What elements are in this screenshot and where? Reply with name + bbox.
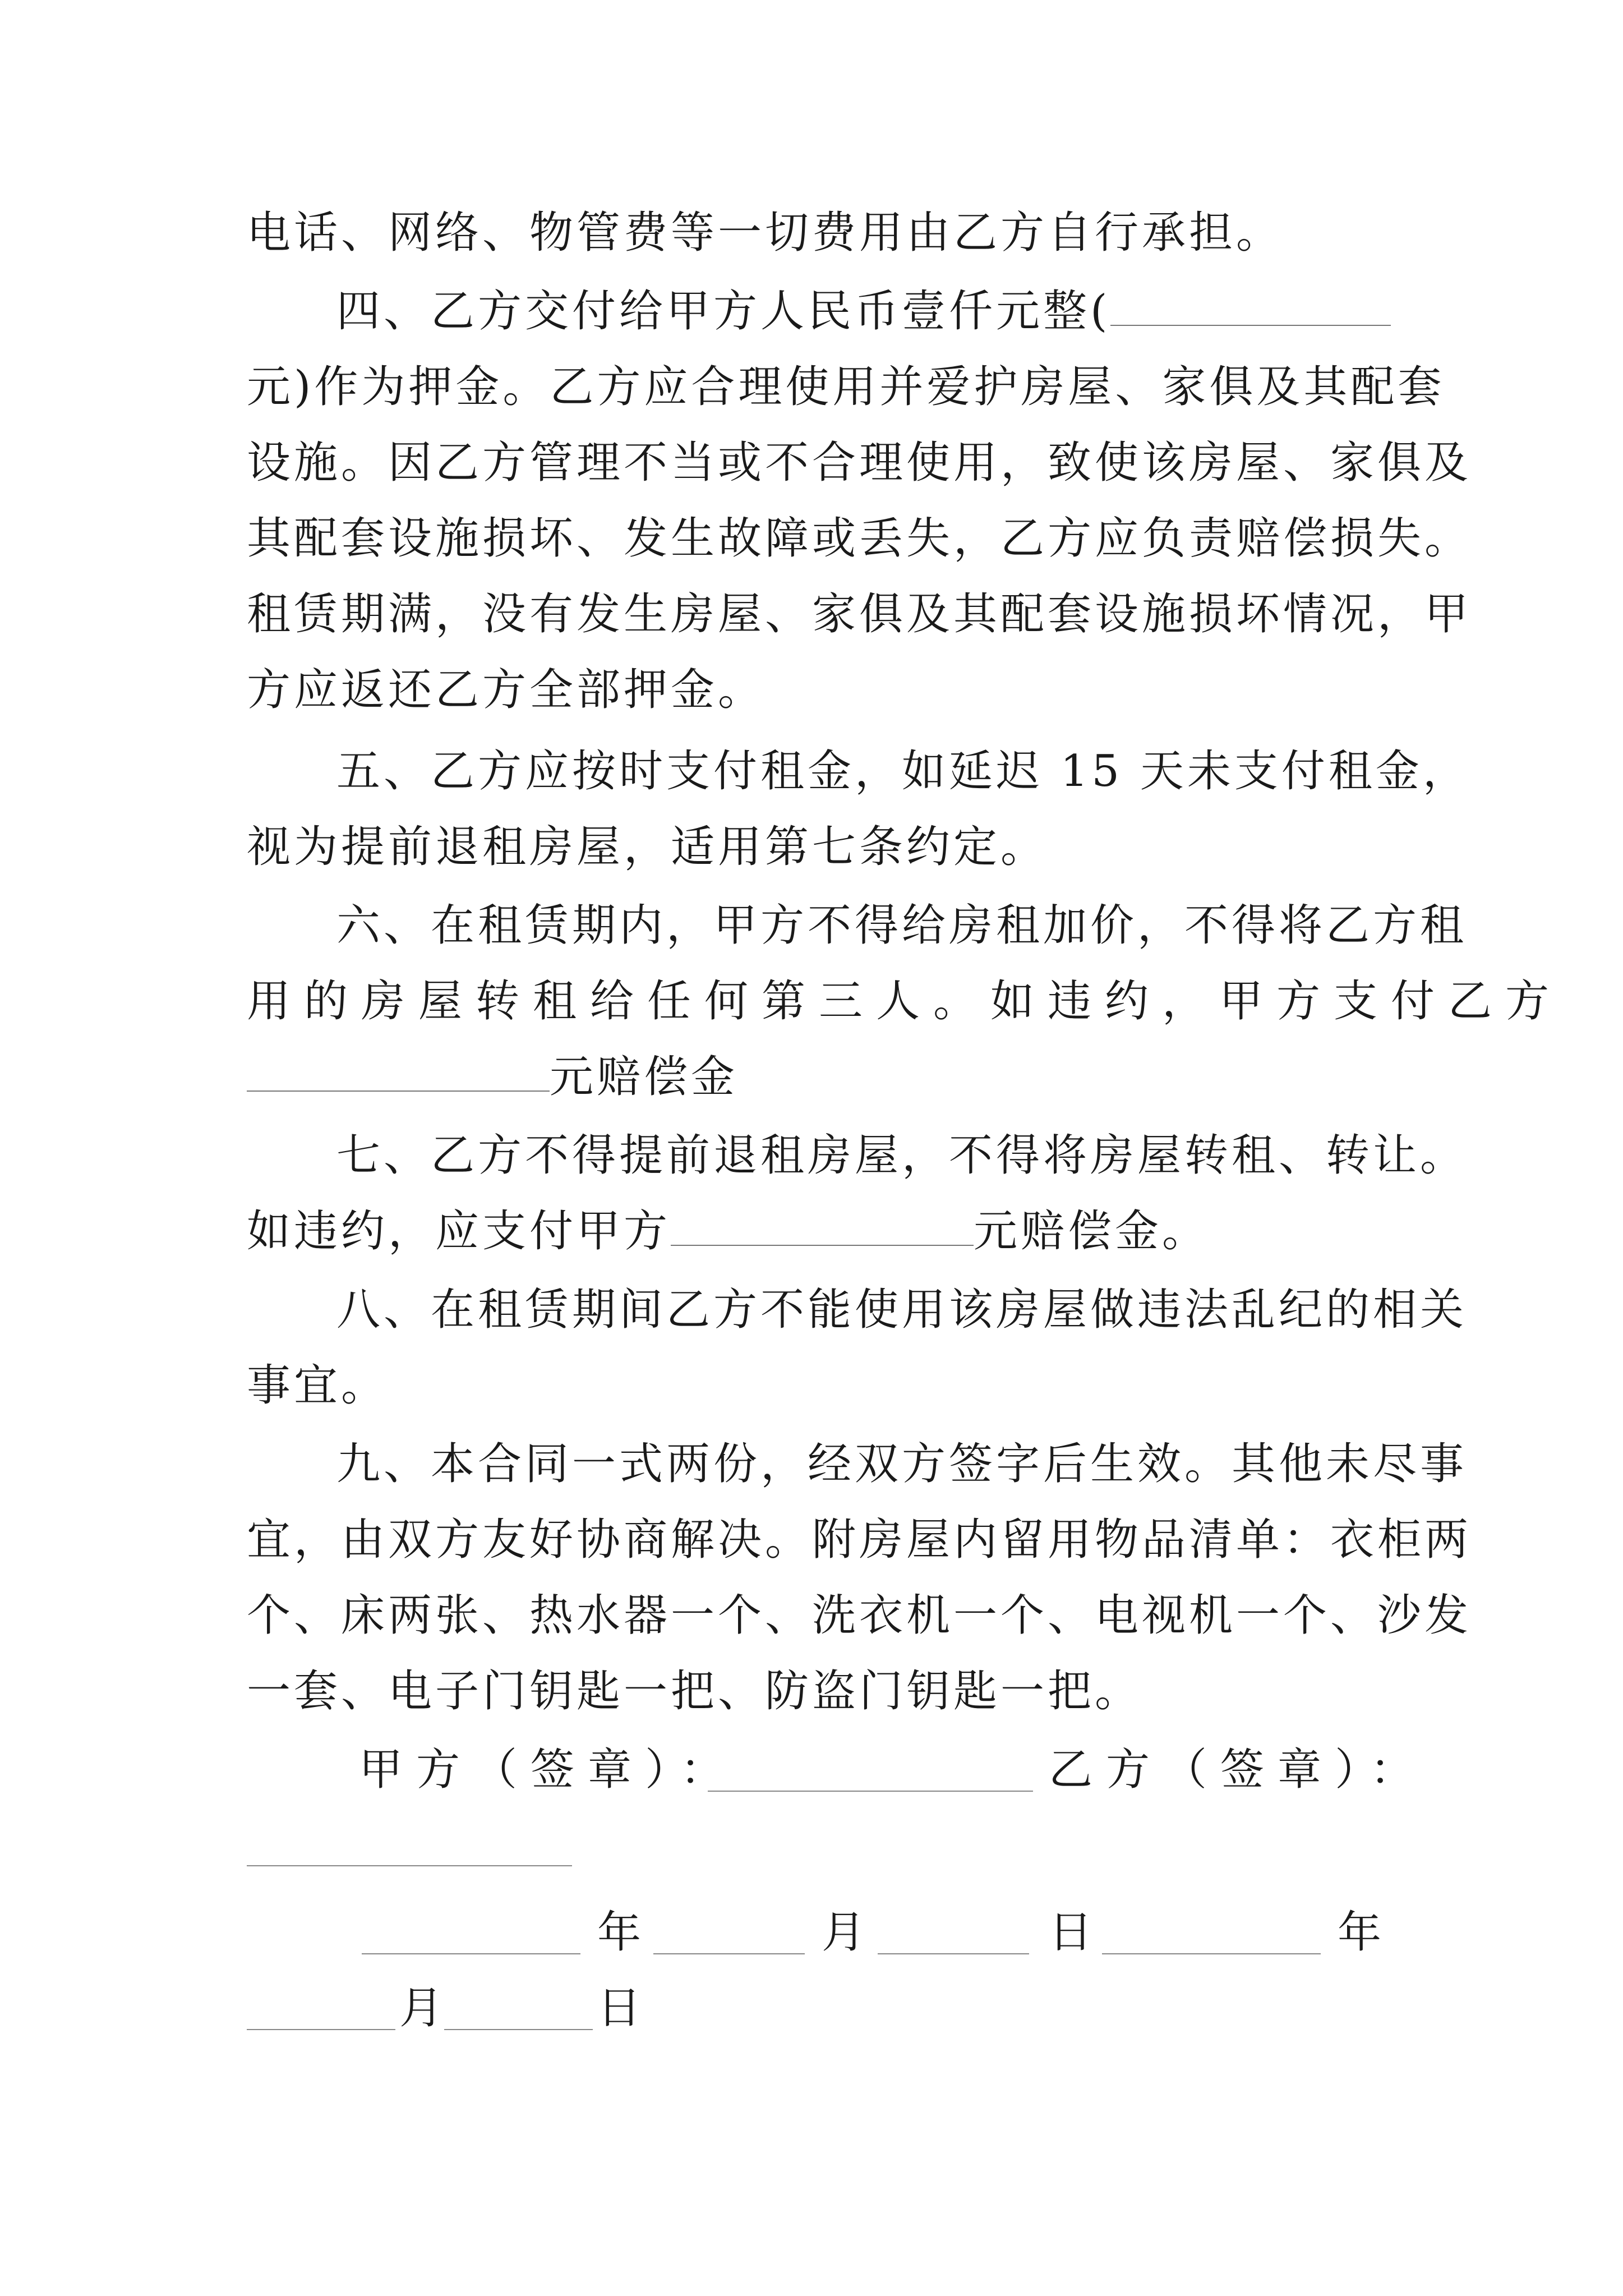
compensation-blank: [247, 1051, 550, 1092]
clause-4-text: 四、乙方交付给甲方人民币壹仟元整(: [336, 286, 1111, 337]
day-label: 日: [597, 1983, 645, 2033]
month-label: 月: [399, 1983, 447, 2033]
text-line: 方应返还乙方全部押金。: [247, 665, 766, 715]
year-label: 年: [1338, 1907, 1385, 1958]
text-line: 一套、电子门钥匙一把、防盗门钥匙一把。: [247, 1666, 1142, 1717]
party-a-year-blank: [362, 1953, 580, 1954]
clause-7-text: 七、乙方不得提前退租房屋，不得将房屋转租、转让。: [336, 1130, 1468, 1181]
party-b-day-blank: [444, 2029, 593, 2030]
clause-9-text: 九、本合同一式两份，经双方签字后生效。其他未尽事: [336, 1439, 1468, 1489]
clause-5-text: 五、乙方应按时支付租金，如延迟 15 天未支付租金，: [336, 746, 1470, 797]
party-a-month-blank: [653, 1953, 805, 1954]
text-line: 宜，由双方友好协商解决。附房屋内留用物品清单：衣柜两: [247, 1515, 1472, 1565]
text-line: 视为提前退租房屋，适用第七条约定。: [247, 822, 1048, 872]
party-a-signature-label: 甲方（签章）：: [359, 1745, 738, 1795]
text-line: 电话、网络、物管费等一切费用由乙方自行承担。: [247, 208, 1284, 258]
text-line: 设施。因乙方管理不当或不合理使用，致使该房屋、家俱及: [247, 438, 1472, 488]
penalty-text-end: 元赔偿金。: [974, 1206, 1210, 1257]
penalty-line: [247, 1203, 1209, 1259]
party-b-signature-blank: [247, 1865, 572, 1866]
compensation-line: [247, 1049, 738, 1105]
penalty-blank: [671, 1205, 974, 1246]
party-a-signature-blank: [708, 1791, 1033, 1792]
party-a-day-blank: [878, 1953, 1029, 1954]
text-line: 事宜。: [247, 1360, 389, 1411]
year-label: 年: [597, 1907, 645, 1958]
party-b-signature-label: 乙方（签章）：: [1049, 1745, 1428, 1795]
text-line: 用的房屋转租给任何第三人。如违约，甲方支付乙方: [247, 976, 1563, 1027]
text-line: 租赁期满，没有发生房屋、家俱及其配套设施损坏情况，甲: [247, 589, 1472, 639]
text-line: 其配套设施损坏、发生故障或丢失，乙方应负责赔偿损失。: [247, 513, 1472, 564]
clause-6-text: 六、在租赁期内，甲方不得给房租加价，不得将乙方租: [336, 900, 1468, 951]
text-line: 元)作为押金。乙方应合理使用并爱护房屋、家俱及其配套: [247, 362, 1445, 412]
penalty-text: 如违约，应支付甲方: [247, 1206, 671, 1257]
clause-4-line: [336, 283, 1391, 339]
deposit-amount-blank: [1110, 286, 1391, 326]
party-b-year-blank: [1102, 1953, 1321, 1954]
clause-8-text: 八、在租赁期间乙方不能使用该房屋做违法乱纪的相关: [336, 1285, 1468, 1335]
text-line: 个、床两张、热水器一个、洗衣机一个、电视机一个、沙发: [247, 1590, 1472, 1641]
party-b-month-blank: [247, 2029, 395, 2030]
day-label: 日: [1049, 1907, 1096, 1958]
compensation-text: 元赔偿金: [550, 1052, 739, 1102]
month-label: 月: [822, 1907, 869, 1958]
